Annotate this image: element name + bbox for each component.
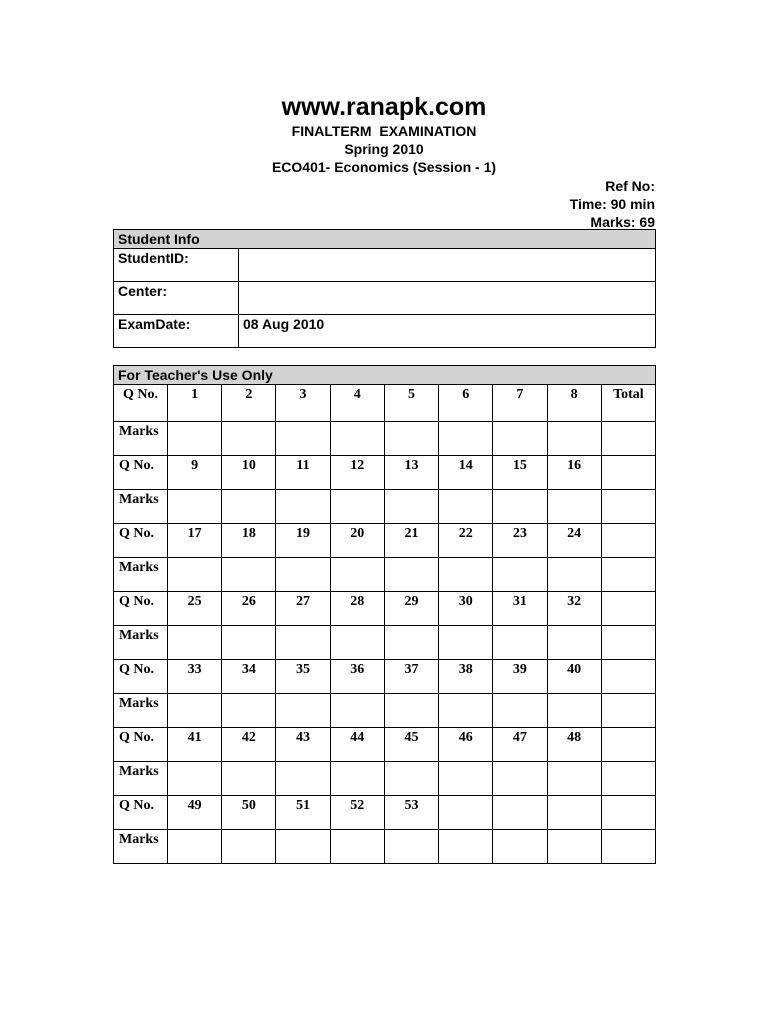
- total-label: Total: [601, 385, 655, 422]
- marks-row: [114, 422, 656, 456]
- question-number-cell: 49: [168, 796, 222, 830]
- marks-entry-cell[interactable]: [168, 694, 222, 728]
- marks-entry-cell[interactable]: [222, 626, 276, 660]
- question-number-cell: 4: [330, 385, 384, 422]
- exam-term: Spring 2010: [344, 141, 424, 157]
- question-number-cell: 40: [547, 660, 601, 694]
- marks-entry-cell[interactable]: [601, 558, 655, 592]
- exam-time: Time: 90 min: [569, 196, 655, 212]
- question-number-cell: 11: [276, 456, 330, 490]
- question-number-cell: 44: [330, 728, 384, 762]
- question-number-cell: 7: [493, 385, 547, 422]
- question-number-cell: 23: [493, 524, 547, 558]
- qno-label: Q No.: [114, 728, 168, 762]
- question-number-cell: 38: [439, 660, 493, 694]
- marks-entry-cell[interactable]: [276, 422, 330, 456]
- question-number-cell: 51: [276, 796, 330, 830]
- student-info-heading: Student Info: [114, 230, 656, 249]
- question-number-cell: 1: [168, 385, 222, 422]
- marks-entry-cell[interactable]: [384, 558, 438, 592]
- marks-label: Marks: [114, 626, 168, 660]
- question-number-cell: 47: [493, 728, 547, 762]
- marks-entry-cell[interactable]: [384, 626, 438, 660]
- question-number-cell: 31: [493, 592, 547, 626]
- marks-row: [114, 830, 656, 864]
- question-number-cell: 29: [384, 592, 438, 626]
- question-number-cell: 30: [439, 592, 493, 626]
- question-number-cell: 13: [384, 456, 438, 490]
- site-name: www.ranapk.com: [281, 93, 487, 121]
- question-number-cell: 5: [384, 385, 438, 422]
- qno-label: Q No.: [114, 592, 168, 626]
- student-info-table: [113, 229, 656, 348]
- marks-entry-cell[interactable]: [384, 490, 438, 524]
- marks-label: Marks: [114, 694, 168, 728]
- marks-entry-cell[interactable]: [547, 490, 601, 524]
- question-number-cell: 28: [330, 592, 384, 626]
- marks-entry-cell[interactable]: [168, 762, 222, 796]
- question-number-cell: 39: [493, 660, 547, 694]
- question-number-cell: 52: [330, 796, 384, 830]
- marks-row: [114, 694, 656, 728]
- question-number-cell: 10: [222, 456, 276, 490]
- marks-entry-cell[interactable]: [168, 422, 222, 456]
- marks-label: Marks: [114, 558, 168, 592]
- question-number-cell: 2: [222, 385, 276, 422]
- marks-entry-cell[interactable]: [439, 830, 493, 864]
- marks-entry-cell[interactable]: [601, 694, 655, 728]
- center-label: Center:: [114, 282, 239, 315]
- marks-entry-cell[interactable]: [222, 490, 276, 524]
- marks-entry-cell[interactable]: [547, 626, 601, 660]
- marks-entry-cell[interactable]: [601, 422, 655, 456]
- question-number-cell: 27: [276, 592, 330, 626]
- marks-entry-cell[interactable]: [439, 422, 493, 456]
- total-cell: [601, 660, 655, 694]
- question-number-cell: 25: [168, 592, 222, 626]
- qno-label: Q No.: [114, 660, 168, 694]
- marks-entry-cell[interactable]: [330, 830, 384, 864]
- question-number-row: [114, 592, 656, 626]
- qno-label: Q No.: [114, 796, 168, 830]
- marks-entry-cell[interactable]: [493, 490, 547, 524]
- question-number-cell: 9: [168, 456, 222, 490]
- marks-label: Marks: [114, 762, 168, 796]
- marks-entry-cell[interactable]: [276, 830, 330, 864]
- student-id-label: StudentID:: [114, 249, 239, 282]
- marks-entry-cell[interactable]: [330, 490, 384, 524]
- exam-marks: Marks: 69: [590, 214, 655, 230]
- course-title: ECO401- Economics (Session - 1): [271, 159, 497, 175]
- question-number-cell: 48: [547, 728, 601, 762]
- question-number-row: [114, 660, 656, 694]
- qno-label: Q No.: [114, 456, 168, 490]
- marks-row: [114, 626, 656, 660]
- question-number-cell: [493, 796, 547, 830]
- ref-no: Ref No:: [605, 178, 655, 194]
- teacher-use-heading: For Teacher's Use Only: [114, 366, 656, 385]
- question-number-cell: 12: [330, 456, 384, 490]
- marks-entry-cell[interactable]: [276, 762, 330, 796]
- total-cell: [601, 592, 655, 626]
- exam-date-value: 08 Aug 2010: [239, 315, 656, 348]
- question-number-row: [114, 728, 656, 762]
- marks-entry-cell[interactable]: [439, 694, 493, 728]
- marks-entry-cell[interactable]: [601, 762, 655, 796]
- marks-entry-cell[interactable]: [439, 762, 493, 796]
- qno-label: Q No.: [114, 524, 168, 558]
- marks-entry-cell[interactable]: [276, 626, 330, 660]
- marks-label: Marks: [114, 422, 168, 456]
- question-number-cell: 33: [168, 660, 222, 694]
- question-number-cell: 19: [276, 524, 330, 558]
- exam-meta: [570, 177, 655, 231]
- question-number-cell: 50: [222, 796, 276, 830]
- question-number-cell: 45: [384, 728, 438, 762]
- marks-label: Marks: [114, 830, 168, 864]
- marks-entry-cell[interactable]: [276, 490, 330, 524]
- question-number-cell: 53: [384, 796, 438, 830]
- marks-entry-cell[interactable]: [222, 422, 276, 456]
- question-number-cell: 34: [222, 660, 276, 694]
- question-number-cell: 42: [222, 728, 276, 762]
- marks-entry-cell[interactable]: [384, 830, 438, 864]
- marks-entry-cell[interactable]: [222, 694, 276, 728]
- question-number-cell: 41: [168, 728, 222, 762]
- question-number-cell: 35: [276, 660, 330, 694]
- marks-entry-cell[interactable]: [384, 422, 438, 456]
- center-field[interactable]: [239, 282, 656, 315]
- marks-entry-cell[interactable]: [276, 558, 330, 592]
- marks-entry-cell[interactable]: [547, 694, 601, 728]
- marks-entry-cell[interactable]: [439, 490, 493, 524]
- total-cell: [601, 524, 655, 558]
- question-number-cell: 46: [439, 728, 493, 762]
- marks-entry-cell[interactable]: [493, 694, 547, 728]
- marks-entry-cell[interactable]: [601, 830, 655, 864]
- question-number-cell: 24: [547, 524, 601, 558]
- question-number-cell: 32: [547, 592, 601, 626]
- question-number-row: [114, 796, 656, 830]
- marks-entry-cell[interactable]: [547, 558, 601, 592]
- marks-entry-cell[interactable]: [222, 558, 276, 592]
- marks-entry-cell[interactable]: [330, 694, 384, 728]
- marks-entry-cell[interactable]: [601, 626, 655, 660]
- exam-title: FINALTERM EXAMINATION: [291, 123, 477, 139]
- marks-entry-cell[interactable]: [493, 626, 547, 660]
- marks-entry-cell[interactable]: [384, 762, 438, 796]
- marks-entry-cell[interactable]: [439, 626, 493, 660]
- question-number-cell: [439, 796, 493, 830]
- marks-entry-cell[interactable]: [168, 490, 222, 524]
- exam-date-label: ExamDate:: [114, 315, 239, 348]
- marks-entry-cell[interactable]: [168, 558, 222, 592]
- question-number-cell: [547, 796, 601, 830]
- question-number-cell: 43: [276, 728, 330, 762]
- marks-entry-cell[interactable]: [330, 422, 384, 456]
- marks-entry-cell[interactable]: [222, 762, 276, 796]
- question-number-cell: 6: [439, 385, 493, 422]
- marks-entry-cell[interactable]: [547, 830, 601, 864]
- marks-row: [114, 558, 656, 592]
- marks-label: Marks: [114, 490, 168, 524]
- marks-row: [114, 490, 656, 524]
- marks-entry-cell[interactable]: [222, 830, 276, 864]
- marks-entry-cell[interactable]: [493, 762, 547, 796]
- question-number-cell: 15: [493, 456, 547, 490]
- exam-header: [0, 92, 768, 176]
- marks-entry-cell[interactable]: [384, 694, 438, 728]
- marks-entry-cell[interactable]: [330, 558, 384, 592]
- qno-label: Q No.: [114, 385, 168, 422]
- marks-entry-cell[interactable]: [493, 422, 547, 456]
- question-number-cell: 8: [547, 385, 601, 422]
- marks-entry-cell[interactable]: [493, 558, 547, 592]
- marks-entry-cell[interactable]: [493, 830, 547, 864]
- question-number-cell: 3: [276, 385, 330, 422]
- question-number-cell: 36: [330, 660, 384, 694]
- total-cell: [601, 728, 655, 762]
- teacher-marks-table: [113, 365, 656, 864]
- question-number-row: [114, 524, 656, 558]
- question-number-cell: 14: [439, 456, 493, 490]
- marks-entry-cell[interactable]: [276, 694, 330, 728]
- question-number-row: [114, 456, 656, 490]
- question-number-cell: 21: [384, 524, 438, 558]
- marks-entry-cell[interactable]: [168, 830, 222, 864]
- marks-entry-cell[interactable]: [330, 762, 384, 796]
- question-number-cell: 20: [330, 524, 384, 558]
- marks-entry-cell[interactable]: [439, 558, 493, 592]
- question-number-cell: 22: [439, 524, 493, 558]
- question-number-cell: 16: [547, 456, 601, 490]
- marks-row: [114, 762, 656, 796]
- question-number-cell: 17: [168, 524, 222, 558]
- student-id-field[interactable]: [239, 249, 656, 282]
- total-cell: [601, 796, 655, 830]
- question-number-cell: 18: [222, 524, 276, 558]
- marks-entry-cell[interactable]: [330, 626, 384, 660]
- total-cell: [601, 456, 655, 490]
- marks-entry-cell[interactable]: [547, 422, 601, 456]
- question-number-cell: 37: [384, 660, 438, 694]
- question-number-row: [114, 385, 656, 422]
- marks-entry-cell[interactable]: [168, 626, 222, 660]
- marks-entry-cell[interactable]: [601, 490, 655, 524]
- question-number-cell: 26: [222, 592, 276, 626]
- marks-entry-cell[interactable]: [547, 762, 601, 796]
